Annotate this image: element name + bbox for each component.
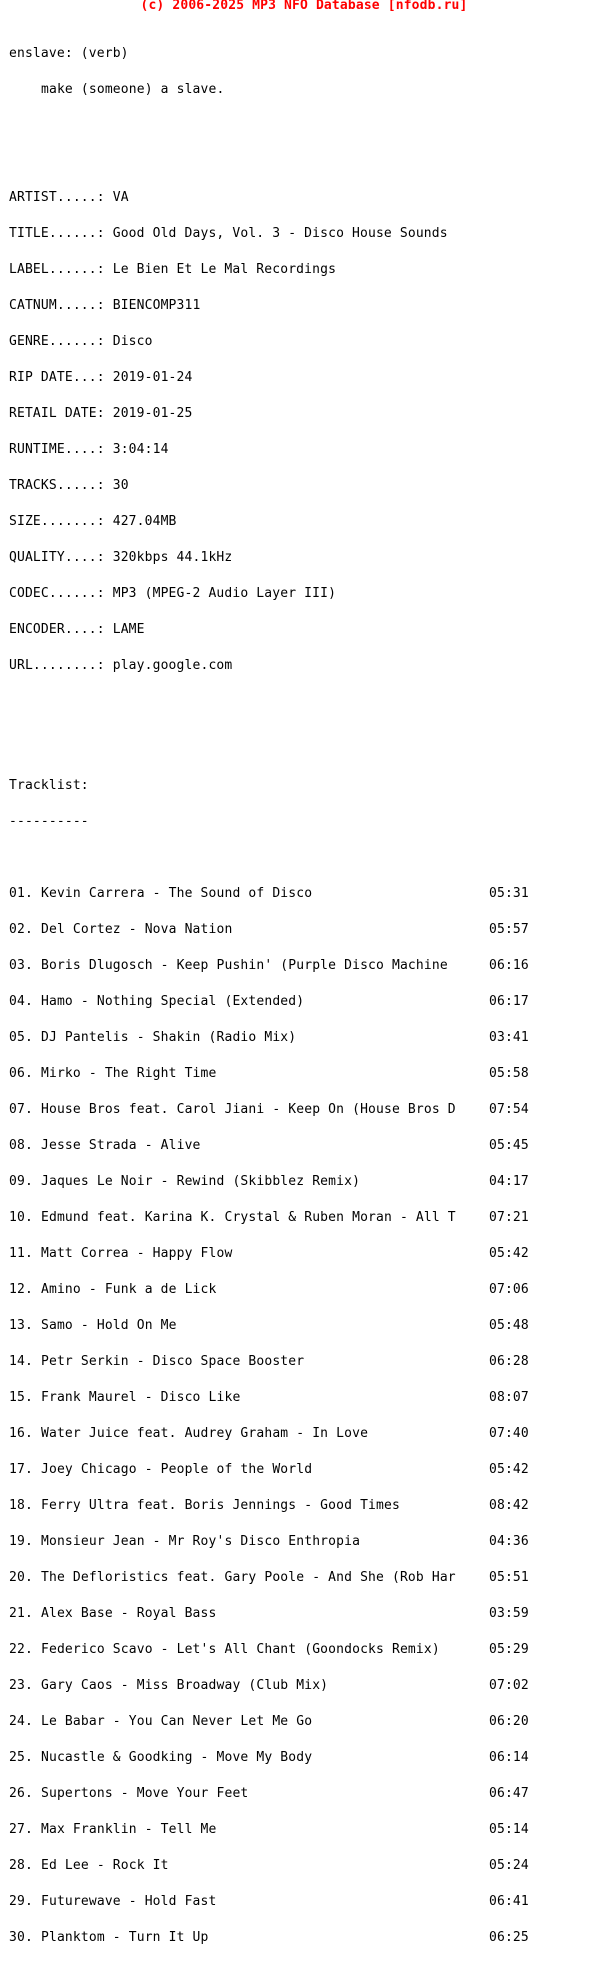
track-title: The Defloristics feat. Gary Poole - And She (Rob Har [41, 1570, 456, 1585]
info-value: 320kbps 44.1kHz [112, 550, 233, 565]
info-value: Le Bien Et Le Mal Recordings [112, 262, 337, 277]
track-title: Water Juice feat. Audrey Graham - In Love [41, 1426, 369, 1441]
track-number: 22. [9, 1642, 33, 1657]
track-number: 17. [9, 1462, 33, 1477]
track-number: 16. [9, 1426, 33, 1441]
info-row-title [9, 228, 529, 240]
info-label: TRACKS.....: [9, 478, 105, 493]
track-duration: 07:21 [489, 1210, 529, 1225]
track-title: Hamo - Nothing Special (Extended) [41, 994, 305, 1009]
track-duration: 05:42 [489, 1462, 529, 1477]
info-label: LABEL......: [9, 262, 105, 277]
track-row [9, 1284, 529, 1296]
info-value: 2019-01-24 [112, 370, 193, 385]
info-value: 30 [112, 478, 129, 493]
track-number: 12. [9, 1282, 33, 1297]
track-duration: 04:17 [489, 1174, 529, 1189]
track-duration: 06:20 [489, 1714, 529, 1729]
info-value: 427.04MB [112, 514, 177, 529]
track-title: Matt Correa - Happy Flow [41, 1246, 233, 1261]
track-duration: 06:41 [489, 1894, 529, 1909]
track-title: Federico Scavo - Let's All Chant (Goondocks Remix) [41, 1642, 440, 1657]
track-row [9, 1356, 529, 1368]
track-duration: 05:31 [489, 886, 529, 901]
info-row-tracks [9, 480, 529, 492]
track-duration: 07:06 [489, 1282, 529, 1297]
track-row [9, 1428, 529, 1440]
track-number: 24. [9, 1714, 33, 1729]
info-value: MP3 (MPEG-2 Audio Layer III) [112, 586, 337, 601]
track-number: 11. [9, 1246, 33, 1261]
track-row [9, 1860, 529, 1872]
info-value: BIENCOMP311 [112, 298, 201, 313]
info-value: Disco [112, 334, 153, 349]
nfo-document [9, 24, 529, 1980]
track-row [9, 1104, 529, 1116]
track-row [9, 1644, 529, 1656]
track-title: Joey Chicago - People of the World [41, 1462, 313, 1477]
track-duration: 06:14 [489, 1750, 529, 1765]
track-row [9, 1608, 529, 1620]
track-row [9, 1752, 529, 1764]
info-row-rip-date [9, 372, 529, 384]
info-row-codec [9, 588, 529, 600]
track-duration: 08:07 [489, 1390, 529, 1405]
track-number: 21. [9, 1606, 33, 1621]
track-title: Monsieur Jean - Mr Roy's Disco Enthropia [41, 1534, 361, 1549]
track-row [9, 1248, 529, 1260]
track-row [9, 1500, 529, 1512]
track-row [9, 1176, 529, 1188]
info-label: RIP DATE...: [9, 370, 105, 385]
track-row [9, 1824, 529, 1836]
track-title: Boris Dlugosch - Keep Pushin' (Purple Disco Machine [41, 958, 448, 973]
track-number: 30. [9, 1930, 33, 1945]
track-number: 06. [9, 1066, 33, 1081]
track-title: Amino - Funk a de Lick [41, 1282, 217, 1297]
track-row [9, 1572, 529, 1584]
info-row-quality [9, 552, 529, 564]
track-number: 14. [9, 1354, 33, 1369]
track-duration: 05:51 [489, 1570, 529, 1585]
track-duration: 07:02 [489, 1678, 529, 1693]
info-value: Good Old Days, Vol. 3 - Disco House Sounds [112, 226, 448, 241]
info-row-artist [9, 192, 529, 204]
info-row-catnum [9, 300, 529, 312]
track-duration: 05:42 [489, 1246, 529, 1261]
track-row [9, 1032, 529, 1044]
track-number: 04. [9, 994, 33, 1009]
info-value: VA [112, 190, 129, 205]
track-row [9, 1536, 529, 1548]
info-row-size [9, 516, 529, 528]
info-label: TITLE......: [9, 226, 105, 241]
track-duration: 05:57 [489, 922, 529, 937]
track-title: Kevin Carrera - The Sound of Disco [41, 886, 313, 901]
info-row-genre [9, 336, 529, 348]
track-title: Planktom - Turn It Up [41, 1930, 209, 1945]
info-value: LAME [112, 622, 145, 637]
info-label: RUNTIME....: [9, 442, 105, 457]
track-number: 20. [9, 1570, 33, 1585]
track-duration: 06:47 [489, 1786, 529, 1801]
track-title: Supertons - Move Your Feet [41, 1786, 249, 1801]
track-number: 26. [9, 1786, 33, 1801]
info-value: play.google.com [112, 658, 233, 673]
track-title: Le Babar - You Can Never Let Me Go [41, 1714, 313, 1729]
release-info [9, 168, 529, 696]
track-duration: 05:48 [489, 1318, 529, 1333]
track-duration: 03:41 [489, 1030, 529, 1045]
track-number: 27. [9, 1822, 33, 1837]
track-number: 28. [9, 1858, 33, 1873]
track-title: Ed Lee - Rock It [41, 1858, 169, 1873]
track-title: Alex Base - Royal Bass [41, 1606, 217, 1621]
track-duration: 05:29 [489, 1642, 529, 1657]
track-row [9, 1716, 529, 1728]
track-duration: 08:42 [489, 1498, 529, 1513]
info-row-retail-date [9, 408, 529, 420]
track-duration: 04:36 [489, 1534, 529, 1549]
track-title: Frank Maurel - Disco Like [41, 1390, 241, 1405]
track-row [9, 1140, 529, 1152]
tracklist [9, 864, 529, 1968]
track-row [9, 1680, 529, 1692]
info-label: SIZE.......: [9, 514, 105, 529]
track-number: 01. [9, 886, 33, 901]
track-duration: 05:24 [489, 1858, 529, 1873]
track-title: House Bros feat. Carol Jiani - Keep On (House Bros D [41, 1102, 456, 1117]
track-row [9, 1464, 529, 1476]
track-title: Gary Caos - Miss Broadway (Club Mix) [41, 1678, 329, 1693]
track-title: Jaques Le Noir - Rewind (Skibblez Remix) [41, 1174, 361, 1189]
info-label: ARTIST.....: [9, 190, 105, 205]
info-value: 2019-01-25 [112, 406, 193, 421]
info-row-url [9, 660, 529, 672]
track-number: 29. [9, 1894, 33, 1909]
track-title: Max Franklin - Tell Me [41, 1822, 217, 1837]
info-label: CODEC......: [9, 586, 105, 601]
track-number: 08. [9, 1138, 33, 1153]
track-number: 09. [9, 1174, 33, 1189]
track-row [9, 996, 529, 1008]
definition-term: enslave: (verb) [9, 46, 129, 61]
track-row [9, 888, 529, 900]
info-label: ENCODER....: [9, 622, 105, 637]
track-number: 05. [9, 1030, 33, 1045]
track-title: Nucastle & Goodking - Move My Body [41, 1750, 313, 1765]
info-value: 3:04:14 [112, 442, 169, 457]
track-number: 23. [9, 1678, 33, 1693]
track-number: 13. [9, 1318, 33, 1333]
track-duration: 06:25 [489, 1930, 529, 1945]
track-title: DJ Pantelis - Shakin (Radio Mix) [41, 1030, 297, 1045]
track-title: Futurewave - Hold Fast [41, 1894, 217, 1909]
copyright-banner: (c) 2006-2025 MP3 NFO Database [nfodb.ru] [140, 0, 468, 13]
track-row [9, 1392, 529, 1404]
track-row [9, 924, 529, 936]
info-label: GENRE......: [9, 334, 105, 349]
track-title: Ferry Ultra feat. Boris Jennings - Good Times [41, 1498, 400, 1513]
track-title: Mirko - The Right Time [41, 1066, 217, 1081]
definition-meaning: make (someone) a slave. [41, 82, 225, 97]
track-duration: 06:16 [489, 958, 529, 973]
info-label: RETAIL DATE: [9, 406, 105, 421]
track-title: Jesse Strada - Alive [41, 1138, 201, 1153]
track-number: 03. [9, 958, 33, 973]
info-row-runtime [9, 444, 529, 456]
info-row-encoder [9, 624, 529, 636]
spacer [9, 120, 529, 132]
track-duration: 06:17 [489, 994, 529, 1009]
track-row [9, 1788, 529, 1800]
track-row [9, 1932, 529, 1944]
track-duration: 05:58 [489, 1066, 529, 1081]
track-row [9, 1320, 529, 1332]
track-row [9, 960, 529, 972]
track-title: Samo - Hold On Me [41, 1318, 177, 1333]
info-label: QUALITY....: [9, 550, 105, 565]
track-row [9, 1212, 529, 1224]
track-number: 25. [9, 1750, 33, 1765]
track-duration: 06:28 [489, 1354, 529, 1369]
track-row [9, 1896, 529, 1908]
track-duration: 05:45 [489, 1138, 529, 1153]
info-row-label [9, 264, 529, 276]
track-duration: 03:59 [489, 1606, 529, 1621]
track-number: 18. [9, 1498, 33, 1513]
tracklist-underline: ---------- [9, 814, 89, 829]
track-title: Del Cortez - Nova Nation [41, 922, 233, 937]
track-number: 15. [9, 1390, 33, 1405]
track-duration: 05:14 [489, 1822, 529, 1837]
track-number: 02. [9, 922, 33, 937]
track-number: 10. [9, 1210, 33, 1225]
track-row [9, 1068, 529, 1080]
track-title: Petr Serkin - Disco Space Booster [41, 1354, 305, 1369]
info-label: URL........: [9, 658, 105, 673]
tracklist-heading: Tracklist: [9, 778, 89, 793]
spacer [9, 732, 529, 744]
track-number: 19. [9, 1534, 33, 1549]
track-number: 07. [9, 1102, 33, 1117]
track-title: Edmund feat. Karina K. Crystal & Ruben Moran - All T [41, 1210, 456, 1225]
info-label: CATNUM.....: [9, 298, 105, 313]
track-duration: 07:54 [489, 1102, 529, 1117]
track-duration: 07:40 [489, 1426, 529, 1441]
